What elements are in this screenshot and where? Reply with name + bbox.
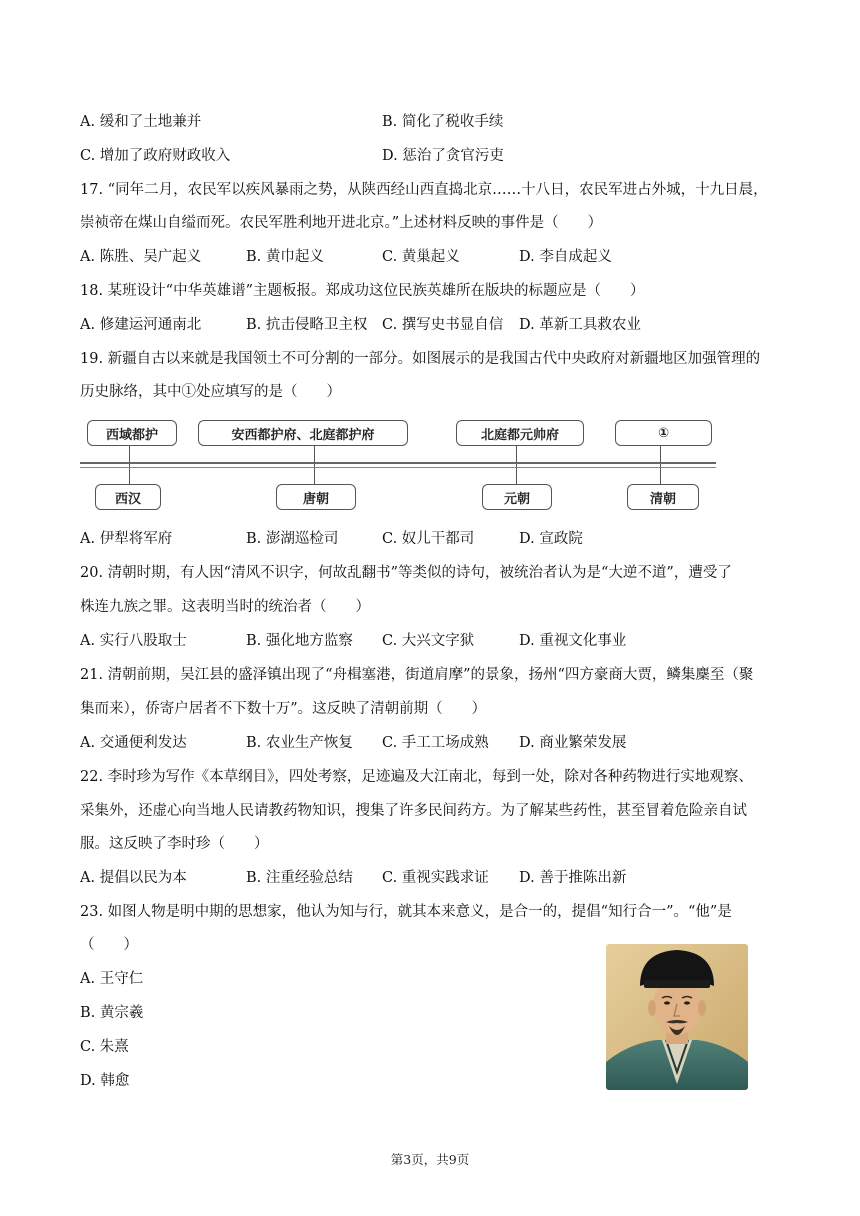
timeline-connector: [129, 446, 130, 486]
q23-option-c: C. 朱熹: [80, 1039, 129, 1055]
q22-stem-line1: 22. 李时珍为写作《本草纲目》，四处考察，足迹遍及大江南北，每到一处，除对各种药物进行实地观察、: [80, 769, 753, 785]
q23-option-a: A. 王守仁: [80, 971, 144, 987]
q16-option-c: C. 增加了政府财政收入: [80, 148, 231, 164]
q20-stem-line2: 株连九族之罪。这表明当时的统治者（ ）: [80, 599, 370, 615]
q22-stem-line2: 采集外，还虚心向当地人民请教药物知识，搜集了许多民间药方。为了解某些药性，甚至冒着危险亲自试: [80, 803, 747, 819]
q21-option-a: A. 交通便利发达: [80, 735, 187, 751]
timeline-box-western-han: 西汉: [95, 484, 161, 510]
q18-option-b: B. 抗击侵略卫主权: [246, 317, 368, 333]
q18-option-a: A. 修建运河通南北: [80, 317, 202, 333]
q19-option-b: B. 澎湖巡检司: [246, 531, 339, 547]
timeline-box-yuan: 元朝: [482, 484, 552, 510]
q21-option-c: C. 手工工场成熟: [382, 735, 489, 751]
q23-stem-line1: 23. 如图人物是明中期的思想家，他认为知与行，就其本来意义，是合一的，提倡“知行合一”。“他”是: [80, 904, 732, 920]
timeline-connector: [660, 446, 661, 486]
q20-option-d: D. 重视文化事业: [519, 633, 627, 649]
q21-stem-line2: 集而来），侨寄户居者不下数十万”。这反映了清朝前期（ ）: [80, 701, 487, 717]
timeline-axis: [80, 462, 716, 464]
timeline-box-blank-1: ①: [615, 420, 712, 446]
q22-option-a: A. 提倡以民为本: [80, 870, 187, 886]
q21-stem-line1: 21. 清朝前期，吴江县的盛泽镇出现了“舟楫塞港，街道肩摩”的景象，扬州“四方豪商大贾，鳞集麇至（聚: [80, 667, 754, 683]
q19-option-d: D. 宣政院: [519, 531, 583, 547]
q23-option-b: B. 黄宗羲: [80, 1005, 144, 1021]
timeline-box-yuan-marshal-office: 北庭都元帅府: [456, 420, 584, 446]
timeline-box-qing: 清朝: [627, 484, 699, 510]
q17-option-c: C. 黄巢起义: [382, 249, 460, 265]
q22-stem-line3: 服。这反映了李时珍（ ）: [80, 836, 269, 852]
q17-stem-line1: 17. “同年二月，农民军以疾风暴雨之势，从陕西经山西直捣北京……十八日，农民军进占外城，十九日晨，: [80, 182, 768, 198]
timeline-connector: [516, 446, 517, 486]
q17-option-d: D. 李自成起义: [519, 249, 612, 265]
q16-option-a: A. 缓和了土地兼并: [80, 114, 202, 130]
q18-stem: 18. 某班设计“中华英雄谱”主题板报。郑成功这位民族英雄所在版块的标题应是（ ）: [80, 283, 645, 299]
timeline-box-tang: 唐朝: [276, 484, 356, 510]
q22-option-b: B. 注重经验总结: [246, 870, 353, 886]
q16-option-b: B. 简化了税收手续: [382, 114, 504, 130]
q18-option-d: D. 革新工具救农业: [519, 317, 641, 333]
q19-stem-line1: 19. 新疆自古以来就是我国领土不可分割的一部分。如图展示的是我国古代中央政府对新疆地区加强管理的: [80, 351, 761, 367]
timeline-box-tang-protectorates: 安西都护府、北庭都护府: [198, 420, 408, 446]
timeline-box-western-regions-protectorate: 西域都护: [87, 420, 177, 446]
q23-option-d: D. 韩愈: [80, 1073, 130, 1089]
q20-option-a: A. 实行八股取士: [80, 633, 187, 649]
q20-option-b: B. 强化地方监察: [246, 633, 353, 649]
q17-stem-line2: 崇祯帝在煤山自缢而死。农民军胜利地开进北京。”上述材料反映的事件是（ ）: [80, 215, 603, 231]
q20-option-c: C. 大兴文字狱: [382, 633, 475, 649]
q22-option-d: D. 善于推陈出新: [519, 870, 627, 886]
q19-stem-line2: 历史脉络，其中①处应填写的是（ ）: [80, 384, 341, 400]
q18-option-c: C. 撰写史书显自信: [382, 317, 504, 333]
timeline-connector: [314, 446, 315, 486]
page-number-footer: 第3页，共9页: [390, 1152, 470, 1167]
thinker-portrait-image: [606, 944, 748, 1090]
timeline-axis-secondary: [80, 467, 716, 468]
q21-option-d: D. 商业繁荣发展: [519, 735, 627, 751]
xinjiang-timeline-diagram: [80, 418, 716, 518]
q17-option-b: B. 黄巾起义: [246, 249, 324, 265]
q19-option-a: A. 伊犁将军府: [80, 531, 173, 547]
q20-stem-line1: 20. 清朝时期，有人因“清风不识字，何故乱翻书”等类似的诗句，被统治者认为是“大逆不道”，遭受了: [80, 565, 732, 581]
q19-option-c: C. 奴儿干都司: [382, 531, 475, 547]
q23-stem-line2: （ ）: [80, 937, 138, 953]
q16-option-d: D. 惩治了贪官污吏: [382, 148, 504, 164]
q21-option-b: B. 农业生产恢复: [246, 735, 353, 751]
q22-option-c: C. 重视实践求证: [382, 870, 489, 886]
q17-option-a: A. 陈胜、吴广起义: [80, 249, 202, 265]
